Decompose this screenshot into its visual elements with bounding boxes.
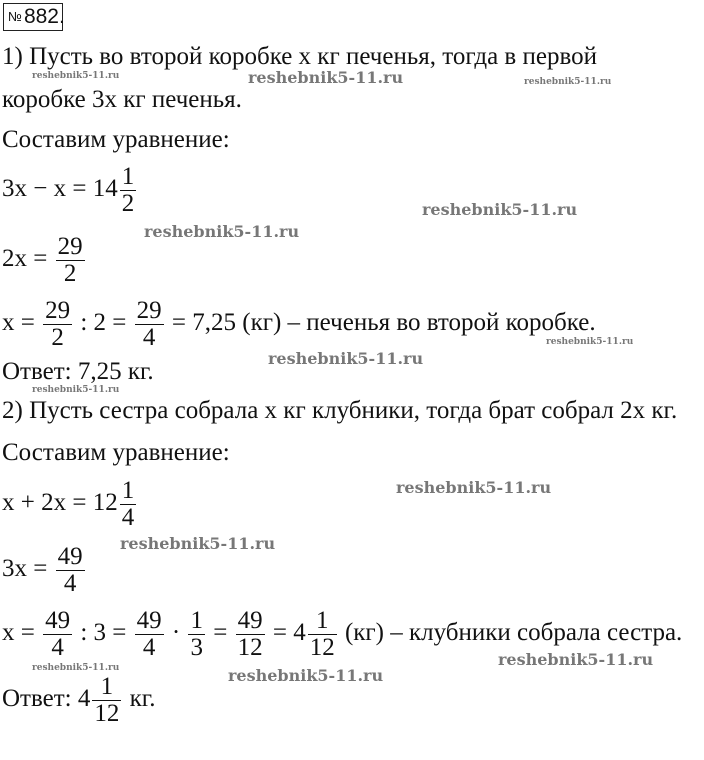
task-number-box	[3, 3, 63, 31]
task-number: 882.	[23, 5, 65, 28]
eq-text: x + 2x = 12	[2, 489, 118, 516]
fraction	[236, 608, 265, 661]
part1-equation-header: Составим уравнение:	[2, 126, 230, 153]
watermark: reshebnik5-11.ru	[228, 666, 384, 685]
watermark: reshebnik5-11.ru	[422, 200, 578, 219]
watermark: reshebnik5-11.ru	[498, 650, 654, 669]
fraction	[188, 608, 205, 661]
fraction-denominator: 2	[121, 189, 135, 217]
eq-text: 3x =	[2, 555, 48, 582]
fraction-numerator: 1	[121, 162, 135, 190]
watermark: reshebnik5-11.ru	[524, 77, 612, 87]
fraction-denominator: 4	[142, 323, 156, 351]
fraction-denominator: 2	[51, 323, 64, 351]
answer-text: Ответ: 4	[2, 685, 91, 712]
fraction-denominator: 4	[142, 633, 156, 661]
part1-equation-3	[2, 296, 596, 351]
eq-text: 3x − x = 14	[2, 175, 118, 202]
fraction	[120, 164, 137, 217]
eq-text: ·	[171, 619, 181, 646]
eq-text: = 7,25 (кг) – печенья во второй коробке.	[171, 309, 596, 336]
number-sign: №	[8, 9, 22, 24]
fraction-numerator: 1	[92, 674, 121, 701]
fraction-numerator: 29	[57, 232, 83, 260]
eq-text: : 2 =	[80, 309, 127, 336]
part2-answer	[2, 672, 155, 727]
fraction-numerator: 49	[136, 606, 162, 634]
fraction-numerator: 49	[237, 606, 263, 634]
eq-text: (кг) – клубники собрала сестра.	[344, 619, 683, 646]
fraction	[308, 608, 337, 661]
part1-equation-2	[2, 232, 87, 287]
eq-text: = 4	[272, 619, 306, 646]
watermark: reshebnik5-11.ru	[248, 68, 404, 87]
part2-equation-header: Составим уравнение:	[2, 439, 230, 466]
part1-intro-line2: коробке 3x кг печенья.	[2, 86, 242, 113]
watermark: reshebnik5-11.ru	[144, 222, 300, 241]
watermark: reshebnik5-11.ru	[268, 349, 424, 368]
part2-equation-1	[2, 476, 138, 531]
part1-intro-line1: 1) Пусть во второй коробке x кг печенья, тогда в первой	[2, 43, 597, 70]
fraction-numerator: 29	[45, 296, 71, 324]
fraction	[43, 608, 72, 661]
fraction	[43, 298, 72, 351]
fraction-numerator: 29	[136, 296, 162, 324]
fraction-denominator: 4	[121, 503, 135, 531]
fraction-denominator: 12	[309, 633, 335, 661]
fraction-denominator: 2	[63, 259, 77, 287]
fraction-numerator: 1	[190, 606, 203, 634]
eq-text: x =	[2, 619, 35, 646]
fraction	[92, 674, 121, 727]
fraction-denominator: 4	[51, 633, 64, 661]
fraction	[56, 544, 85, 597]
fraction-numerator: 1	[308, 608, 337, 635]
fraction	[135, 298, 164, 351]
fraction-numerator: 49	[45, 606, 71, 634]
fraction	[56, 234, 85, 287]
fraction-denominator: 3	[190, 633, 203, 661]
answer-text: кг.	[129, 685, 156, 712]
part2-intro: 2) Пусть сестра собрала x кг клубники, тогда брат собрал 2x кг.	[2, 397, 678, 424]
part1-equation-1	[2, 162, 138, 217]
eq-text: =	[213, 619, 228, 646]
watermark: reshebnik5-11.ru	[396, 478, 552, 497]
eq-text: 2x =	[2, 245, 48, 272]
fraction-denominator: 12	[237, 633, 263, 661]
watermark: reshebnik5-11.ru	[546, 337, 634, 347]
watermark: reshebnik5-11.ru	[32, 663, 120, 673]
part1-answer: Ответ: 7,25 кг.	[2, 358, 154, 385]
fraction-denominator: 4	[63, 569, 77, 597]
watermark: reshebnik5-11.ru	[120, 534, 276, 553]
watermark: reshebnik5-11.ru	[32, 71, 120, 81]
eq-text: : 3 =	[80, 619, 127, 646]
eq-text: x =	[2, 309, 35, 336]
fraction	[120, 478, 137, 531]
fraction-numerator: 49	[57, 542, 83, 570]
fraction	[135, 608, 164, 661]
fraction-numerator: 1	[121, 476, 135, 504]
fraction-denominator: 12	[94, 699, 120, 727]
part2-equation-2	[2, 542, 87, 597]
watermark: reshebnik5-11.ru	[32, 385, 120, 395]
